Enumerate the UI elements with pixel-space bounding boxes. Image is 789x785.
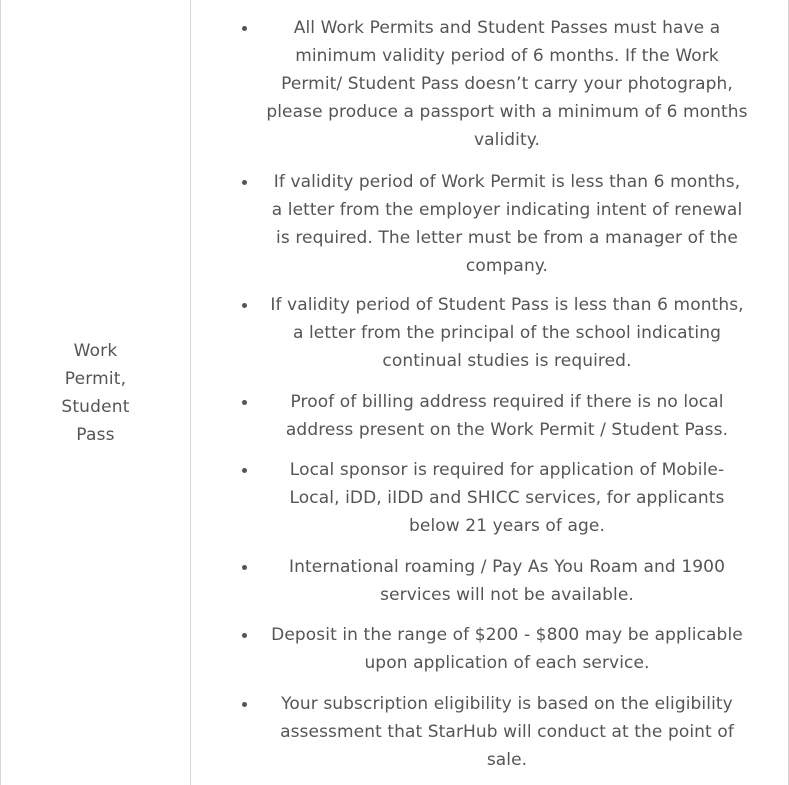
row-label — [51, 337, 141, 449]
row-label-line: Work — [73, 340, 118, 361]
text-line: minimum validity period of 6 months. If the Work — [295, 46, 719, 66]
bullet-icon — [242, 468, 247, 473]
requirement-text — [257, 690, 757, 774]
text-line: services will not be available. — [380, 585, 634, 605]
text-line: All Work Permits and Student Passes must have a — [293, 18, 721, 38]
text-line: is required. The letter must be from a manager of the — [276, 228, 738, 248]
text-line: validity. — [473, 130, 541, 150]
text-line: Local, iDD, iIDD and SHICC services, for applicants — [289, 488, 725, 508]
text-line: upon application of each service. — [364, 653, 650, 673]
bullet-icon — [242, 303, 247, 308]
row-label-line: Student — [61, 396, 130, 417]
requirement-text — [257, 553, 757, 609]
text-line: Your subscription eligibility is based on the eligibility — [281, 694, 733, 714]
bullet-icon — [242, 565, 247, 570]
text-line: If validity period of Student Pass is less than 6 months, — [270, 295, 744, 315]
bullet-icon — [242, 633, 247, 638]
requirement-text — [257, 388, 757, 444]
row-label-cell — [1, 0, 190, 785]
requirement-text — [257, 14, 757, 154]
text-line: Proof of billing address required if there is no local — [290, 392, 724, 412]
text-line: company. — [465, 256, 549, 276]
bullet-icon — [242, 180, 247, 185]
text-line: continual studies is required. — [382, 351, 632, 371]
text-line: below 21 years of age. — [409, 516, 605, 536]
bullet-icon — [242, 400, 247, 405]
text-line: Local sponsor is required for application of Mobile- — [289, 460, 725, 480]
text-line: address present on the Work Permit / Student Pass. — [285, 420, 729, 440]
text-line: Permit/ Student Pass doesn’t carry your photograph, — [281, 74, 733, 94]
row-label-line: Pass — [76, 424, 115, 445]
bullet-icon — [242, 26, 247, 31]
requirements-cell — [191, 0, 789, 785]
requirement-text — [257, 291, 757, 375]
requirement-text — [257, 168, 757, 280]
row-label-line: Permit, — [64, 368, 127, 389]
text-line: International roaming / Pay As You Roam and 1900 — [289, 557, 725, 577]
text-line: assessment that StarHub will conduct at the point of — [280, 722, 734, 742]
requirement-text — [257, 621, 757, 677]
bullet-icon — [242, 702, 247, 707]
requirement-text — [257, 456, 757, 540]
text-line: a letter from the employer indicating intent of renewal — [271, 200, 743, 220]
text-line: If validity period of Work Permit is less than 6 months, — [273, 172, 741, 192]
text-line: Deposit in the range of $200 - $800 may be applicable — [271, 625, 743, 645]
text-line: please produce a passport with a minimum of 6 months — [266, 102, 748, 122]
text-line: a letter from the principal of the school indicating — [292, 323, 722, 343]
text-line: sale. — [486, 750, 528, 770]
